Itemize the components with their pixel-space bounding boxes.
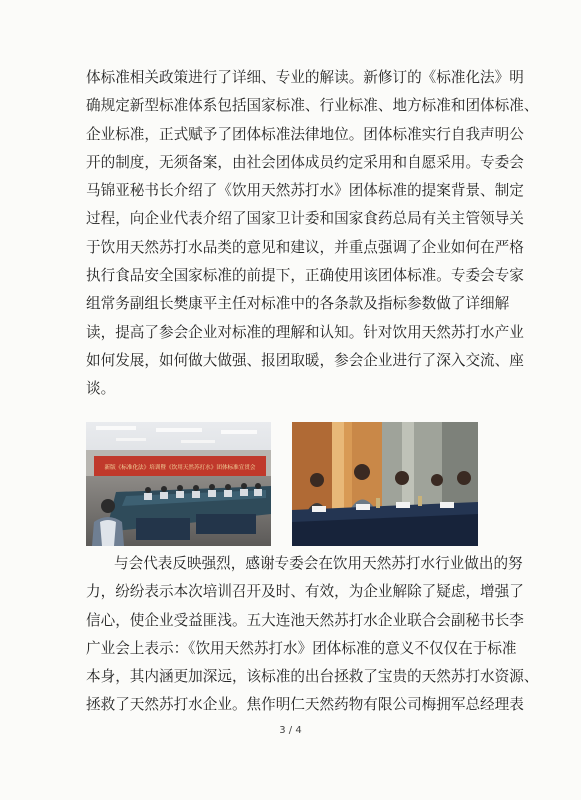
text-line: 与会代表反映强烈，感谢专委会在饮用天然苏打水行业做出的努 [114, 555, 523, 572]
text-line: 拯救了天然苏打水企业。焦作明仁天然药物有限公司梅拥军总经理表 [86, 696, 524, 714]
meeting-hall-photo [86, 422, 271, 546]
paragraph-2 [86, 550, 539, 720]
page-number: 3 / 4 [279, 725, 302, 736]
text-line: 体标准相关政策进行了详细、专业的解读。新修订的《标准化法》明 [86, 69, 524, 86]
text-line: 马锦亚秘书长介绍了《饮用天然苏打水》团体标准的提案背景、制定 [86, 182, 524, 200]
text-line: 信心，使企业受益匪浅。五大连池天然苏打水企业联合会副秘书长李 [86, 611, 524, 629]
text-line: 组常务副组长樊康平主任对标准中的各条款及指标参数做了详细解 [86, 295, 510, 313]
paragraph-1 [86, 64, 539, 404]
text-line: 力，纷纷表示本次培训召开及时、有效，为企业解除了疑虑，增强了 [86, 583, 524, 601]
text-line: 过程，向企业代表介绍了国家卫计委和国家食药总局有关主管领导关 [86, 210, 524, 228]
text-line: 本身，其内涵更加深远，该标准的出台拯救了宝贵的天然苏打水资源、 [86, 668, 539, 686]
text-line: 如何发展，如何做大做强、报团取暖，参会企业进行了深入交流、座 [86, 351, 524, 369]
banner-text: 新版《标准化法》培训暨《饮用天然苏打水》团体标准宣贯会 [104, 465, 256, 471]
text-line: 读，提高了参会企业对标准的理解和认知。针对饮用天然苏打水产业 [86, 323, 524, 341]
text-line: 确规定新型标准体系包括国家标准、行业标准、地方标准和团体标准、 [86, 97, 539, 115]
text-line: 谈。 [86, 380, 116, 398]
text-line: 企业标准，正式赋予了团体标准法律地位。团体标准实行自我声明公 [86, 125, 524, 143]
text-line: 执行食品安全国家标准的前提下，正确使用该团体标准。专委会专家 [86, 267, 524, 285]
text-line: 广业会上表示：《饮用天然苏打水》团体标准的意义不仅仅在于标准 [86, 639, 517, 657]
text-line: 于饮用天然苏打水品类的意见和建议，并重点强调了企业如何在严格 [86, 238, 524, 256]
conference-table-photo [292, 422, 478, 546]
text-line: 开的制度，无须备案，由社会团体成员约定采用和自愿采用。专委会 [86, 153, 524, 171]
